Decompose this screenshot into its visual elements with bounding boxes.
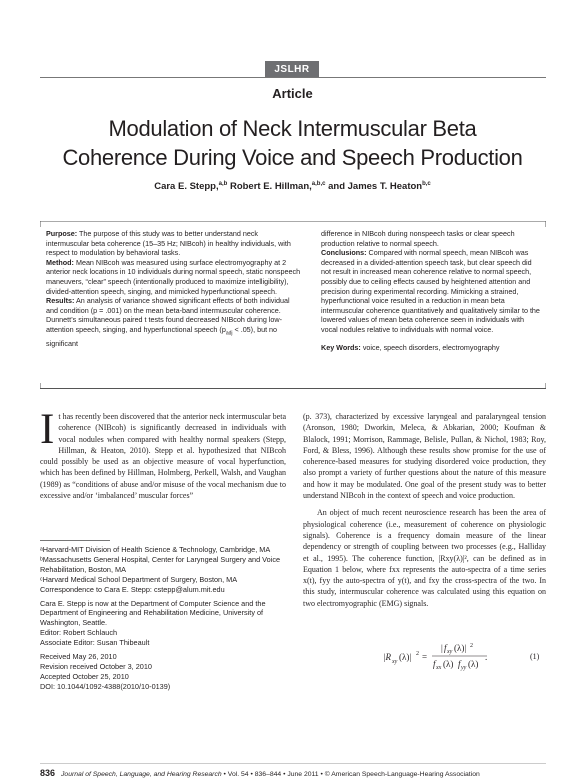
received-date: Received May 26, 2010 [40, 652, 117, 662]
author-2-affil: a,b,c [311, 181, 326, 187]
footnotes [40, 545, 290, 692]
method-text: Mean NIBcoh was measured using surface electromyography at 2 anterior neck locations in 10 individuals during normal speech, static nonspeech maneuvers, “clear” speech (intentionally produced to maximize intelligibility), divided-attention speech, singing, and mimicked hyperfunctional speech. [46, 257, 301, 296]
results-text: An analysis of variance showed significant effects of both individual and condition (p = .001) on the mean beta-band intermuscular coherence. Dunnett’s simultaneous paired t tests found decreased NIBcoh during low-attention speech, singing, and hyperfunctional speech (p [46, 296, 290, 334]
svg-text:(λ): (λ) [443, 659, 454, 669]
svg-text:xy: xy [447, 649, 453, 655]
journal-badge: JSLHR [265, 61, 319, 78]
svg-text:(λ): (λ) [468, 659, 479, 669]
results-subscript: adj [225, 330, 233, 337]
citation-info: • Vol. 54 • 836–844 • June 2011 • © American Speech-Language-Hearing Association [221, 771, 480, 778]
footnote-affil-c: ᶜHarvard Medical School Department of Surgery, Boston, MA [40, 574, 238, 584]
keywords-label: Key Words: [321, 342, 361, 352]
abstract-right-column [321, 229, 541, 352]
footnote-rule [40, 540, 110, 541]
intro-paragraph-1: t has recently been discovered that the anterior neck intermuscular beta coherence (NIBcoh) is significantly decreased in individuals with vocal nodules when compared with healthy normal speakers (Stepp, Hillman, & Heaton, 2010). Stepp et al. hypothesized that NIBcoh could possibly be used as an objective measure of vocal hyperfunction, which has been defined by Hillman, Holmberg, Perkell, Walsh, and Vaughan (1989) as “conditions of abuse and/or misuse of the vocal mechanism due to excessive and/or ‘imbalanced’ muscular forces” [40, 412, 286, 501]
header-rule [40, 77, 546, 78]
svg-text:xx: xx [436, 665, 442, 671]
conclusions-text: Compared with normal speech, mean NIBcoh was decreased in a divided-attention speech task, but clear speech did not result in increased mean coherence relative to normal speech, possibly due to ceiling effects caused by heightened attention and precision during experimental recording. Mimicking a strained, hyperfunctional voice resulted in a reduction in mean beta intermuscular coherence quantitatively and qualitatively similar to the lowered values of mean beta coherence seen in individuals with vocal nodules relative to individuals with normal voice. [321, 248, 540, 334]
author-1: Cara E. Stepp, [154, 181, 219, 193]
article-title-line2: Coherence During Voice and Speech Production [62, 145, 523, 170]
editor: Editor: Robert Schlauch [40, 628, 118, 638]
current-affiliation: Cara E. Stepp is now at the Department of Computer Science and the Department of Engineering and Rehabilitation Medicine, University of Washington, Seattle. [40, 598, 266, 628]
author-2: Robert E. Hillman, [229, 181, 312, 193]
svg-text:f: f [433, 659, 436, 669]
drop-cap: I [40, 406, 55, 453]
method-label: Method: [46, 257, 74, 267]
svg-text:|R: |R [383, 652, 391, 662]
page-footer [40, 768, 560, 778]
equation-number: (1) [530, 652, 540, 661]
abstract-method [46, 258, 301, 296]
coherence-equation [383, 640, 543, 674]
associate-editor: Associate Editor: Susan Thibeault [40, 638, 150, 648]
abstract-keywords [321, 343, 541, 353]
doi: DOI: 10.1044/1092-4388(2010/10-0139) [40, 681, 171, 691]
revision-date: Revision received October 3, 2010 [40, 661, 152, 671]
abstract-results [46, 296, 301, 348]
abstract-left-column [46, 229, 301, 349]
abstract-results-continued: difference in NIBcoh during nonspeech tasks or clear speech production relative to normal speech. [321, 229, 515, 248]
svg-text:=: = [422, 652, 428, 662]
accepted-date: Accepted October 25, 2010 [40, 671, 129, 681]
footnote-affil-a: ᵃHarvard-MIT Division of Health Science & Technology, Cambridge, MA [40, 545, 271, 554]
body-right-column [303, 411, 546, 609]
keywords-text: voice, speech disorders, electromyography [362, 342, 500, 352]
svg-text:f: f [444, 643, 447, 653]
results-text-end: < .05), but no significant [46, 324, 278, 348]
author-3-affil: b,c [422, 181, 431, 187]
author-1-affil: a,b [218, 181, 228, 187]
svg-text:xy: xy [392, 659, 398, 665]
journal-name: Journal of Speech, Language, and Hearing Research [61, 771, 222, 778]
svg-text:(λ)|: (λ)| [399, 652, 412, 662]
page-number: 836 [40, 768, 56, 778]
footer-rule [40, 763, 546, 764]
section-label: Article [272, 86, 313, 101]
svg-text:(λ)|: (λ)| [454, 643, 467, 653]
purpose-text: The purpose of this study was to better understand neck intermuscular beta coherence (15–35 Hz; NIBcoh) in healthy individuals, with respect to modulation by behavioral tasks. [46, 229, 291, 258]
intro-paragraph-2: An object of much recent neuroscience research has been the area of physiological coherence (i.e., measurement of coherence on physiologic signals). Coherence is a frequency domain measure of the linear dependency or strength of coupling between two processes (e.g., Halliday et al., 1995). The coherence function, |Rxy(λ)|², can be defined as in Equation 1 below, where fxx represents the auto-spectra of a time series x(t), fyy the auto-spectra of y(t), and fxy the cross-spectra of the two. In this study, intermuscular coherence was calculated using this equation on two electromyographic (EMG) signals. [303, 508, 546, 608]
svg-text:|: | [441, 643, 443, 653]
results-label: Results: [46, 296, 75, 306]
intro-paragraph-1-continued: (p. 373), characterized by excessive laryngeal and paralaryngeal tension (Aronson, 1980; Dworkin, Meleca, & Abkarian, 2000; Koufman & Blalock, 1991; Morrison, Rammage, Belisle, Pullan, & Nichol, 1983; Roy, Ford, & Bless, 1996). Although these results show promise for the use of coherence-based measures for studying disordered voice production, they also prompt a variety of further questions about the nature of this measure and how it may be modulated. One goal of the present study was to better understand NIBcoh in the context of speech and voice production. [303, 412, 546, 501]
correspondence: Correspondence to Cara E. Stepp: cstepp@alum.mit.edu [40, 584, 225, 594]
abstract-conclusions [321, 248, 541, 334]
conclusions-label: Conclusions: [321, 248, 367, 258]
article-title-line1: Modulation of Neck Intermuscular Beta [108, 116, 477, 141]
svg-text:.: . [485, 652, 488, 662]
svg-text:yy: yy [461, 665, 467, 671]
author-3: and James T. Heaton [328, 181, 423, 193]
svg-text:2: 2 [470, 643, 473, 649]
abstract-box [40, 221, 546, 389]
purpose-label: Purpose: [46, 229, 78, 238]
svg-text:f: f [458, 659, 461, 669]
svg-text:2: 2 [416, 651, 419, 657]
abstract-purpose [46, 229, 301, 258]
body-left-column [40, 406, 286, 501]
footnote-affil-b: ᵇMassachusetts General Hospital, Center for Laryngeal Surgery and Voice Rehabilitation, Boston, MA [40, 554, 281, 574]
author-list [0, 181, 585, 192]
